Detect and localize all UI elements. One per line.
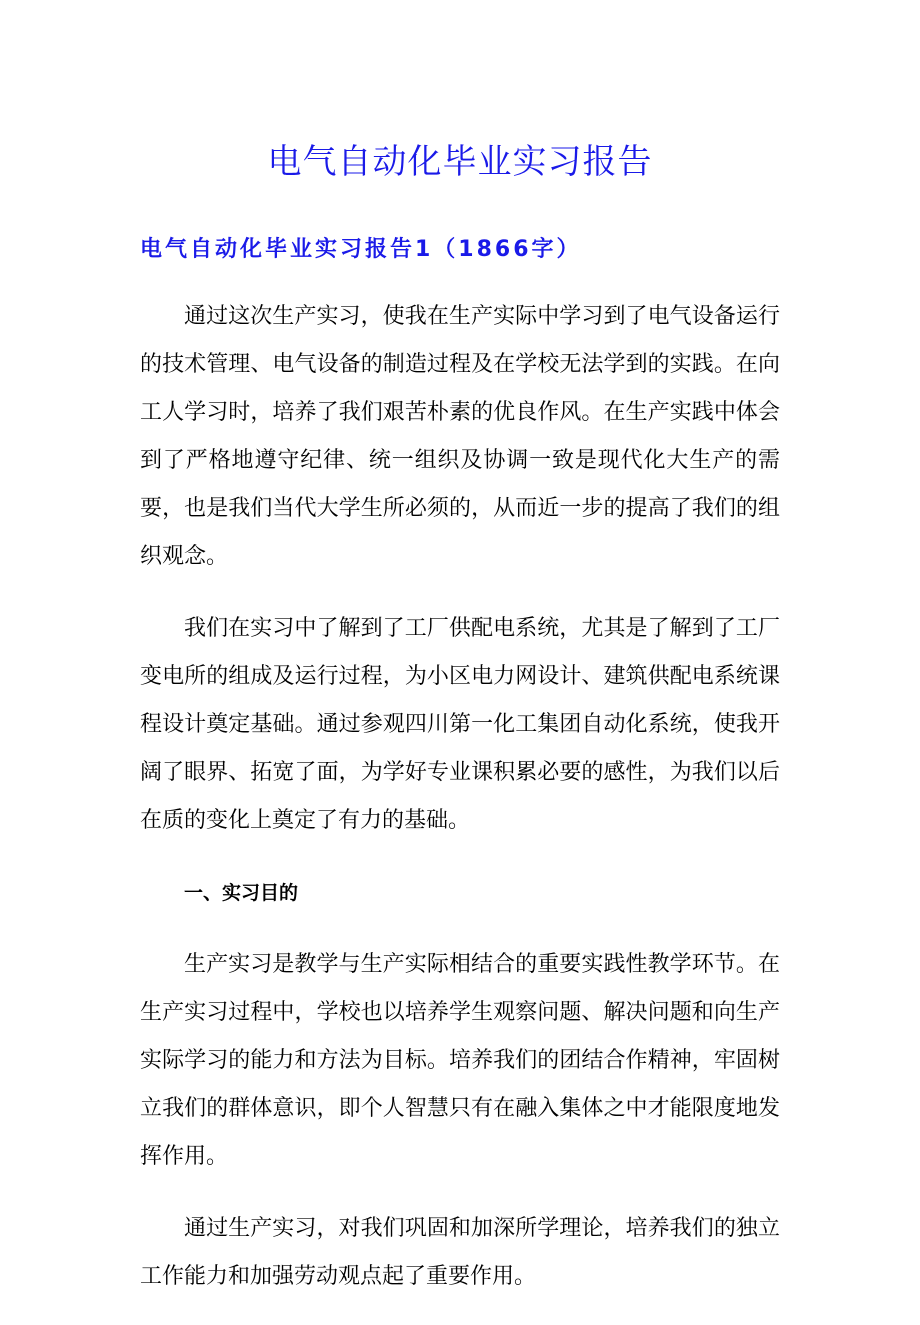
paragraph: 生产实习是教学与生产实际相结合的重要实践性教学环节。在生产实习过程中，学校也以培养学生观察问题、解决问题和向生产实际学习的能力和方法为目标。培养我们的团结合作精神，牢固树立我们的群体意识，即个人智慧只有在融入集体之中才能限度地发挥作用。 bbox=[140, 952, 780, 1169]
paragraph: 通过这次生产实习，使我在生产实际中学习到了电气设备运行的技术管理、电气设备的制造过程及在学校无法学到的实践。在向工人学习时，培养了我们艰苦朴素的优良作风。在生产实践中体会到了严格地遵守纪律、统一组织及协调一致是现代化大生产的需要，也是我们当代大学生所必须的，从而近一步的提高了我们的组织观念。 bbox=[140, 304, 780, 569]
section-heading: 一、实习目的 bbox=[184, 882, 299, 904]
paragraph: 我们在实习中了解到了工厂供配电系统，尤其是了解到了工厂变电所的组成及运行过程，为小区电力网设计、建筑供配电系统课程设计奠定基础。通过参观四川第一化工集团自动化系统，使我开阔了眼界、拓宽了面，为学好专业课积累必要的感性，为我们以后在质的变化上奠定了有力的基础。 bbox=[140, 616, 780, 833]
paragraph: 通过生产实习，对我们巩固和加深所学理论，培养我们的独立工作能力和加强劳动观点起了重要作用。 bbox=[140, 1216, 780, 1289]
document-body bbox=[140, 293, 780, 1325]
document-title: 电气自动化毕业实习报告 bbox=[267, 142, 653, 182]
section-subtitle: 电气自动化毕业实习报告1（1866字） bbox=[140, 237, 582, 262]
